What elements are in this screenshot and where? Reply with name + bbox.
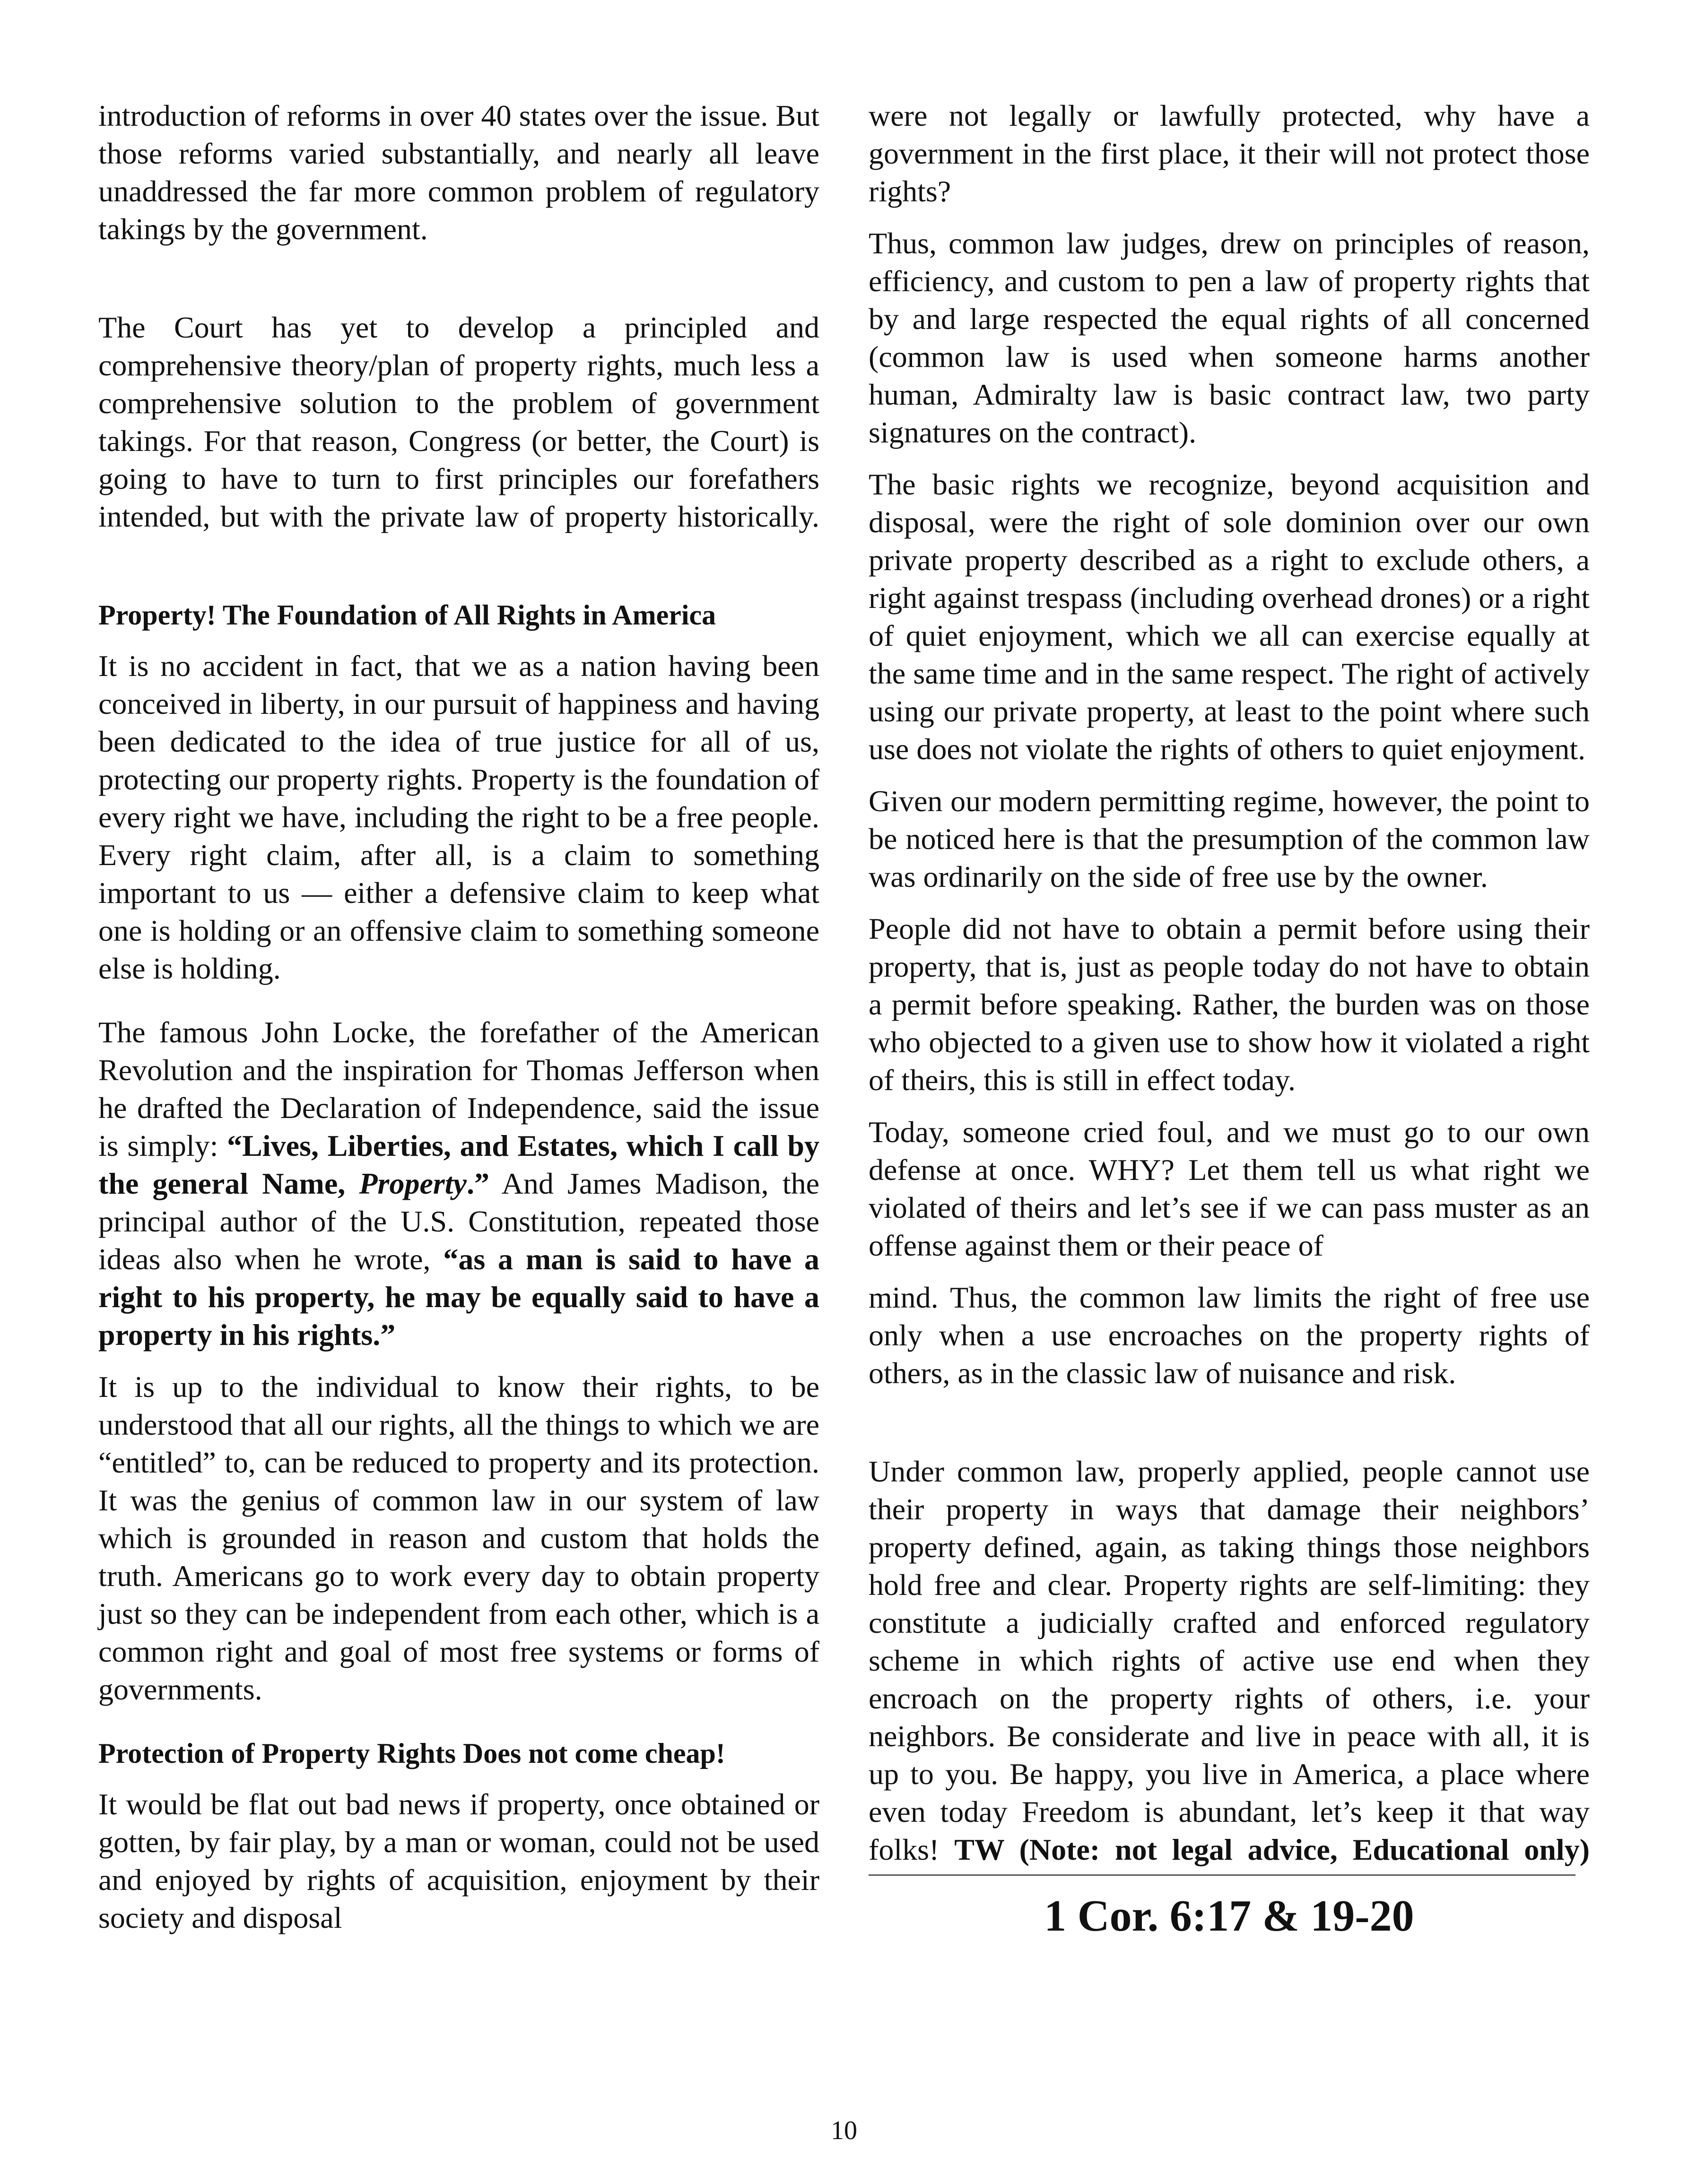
locke-quote-emphasis: Property (359, 1167, 467, 1200)
paragraph (98, 1014, 819, 1354)
section-heading: Protection of Property Rights Does not come cheap! (98, 1738, 725, 1769)
author-note: TW (Note: not legal advice, Educational only) (954, 1833, 1590, 1866)
paragraph: The basic rights we recognize, beyond acquisition and disposal, were the right of sole dominion over our own private property described as a right to exclude others, a right against trespass (including overhead drones) or a right of quiet enjoyment, which we all can exercise equally at the same time and in the same respect. The right of actively using our private property, at least to the point where such use does not violate the rights of others to quiet enjoyment. (869, 468, 1590, 766)
paragraph-text: Under common law, properly applied, people cannot use their property in ways that damage their neighbors’ property defined, again, as taking things those neighbors hold free and clear. Property rights are self-limiting: they constitute a judicially crafted and enforced regulatory scheme in which rights of active use end when they encroach on the property rights of others, i.e. your neighbors. Be considerate and live in peace with all, it is up to you. Be happy, you live in America, a place where even today Freedom is abundant, let’s keep it that way folks! (869, 1455, 1590, 1866)
paragraph: It would be flat out bad news if property, once obtained or gotten, by fair play, by a man or woman, could not be used and enjoyed by rights of acquisition, enjoyment by their society and disposal (98, 1787, 819, 1934)
paragraph: mind. Thus, the common law limits the right of free use only when a use encroaches on the property rights of others, as in the classic law of nuisance and risk. (869, 1281, 1590, 1390)
madison-quote: “as a man is said to have a right to his property, he may be equally said to have a property in his rights.” (98, 1242, 819, 1352)
locke-quote-end: .” (466, 1167, 489, 1200)
section-heading: Property! The Foundation of All Rights in America (98, 599, 716, 631)
right-column (869, 97, 1590, 1942)
locke-quote: “Lives, Liberties, and Estates, which I call by the general Name, (98, 1129, 820, 1200)
page-number: 10 (831, 2116, 857, 2145)
paragraph: People did not have to obtain a permit before using their property, that is, just as people today do not have to obtain a permit before speaking. Rather, the burden was on those who objected to a given use to show how it violated a right of theirs, this is still in effect today. (869, 912, 1590, 1097)
paragraph: Today, someone cried foul, and we must go to our own defense at once. WHY? Let them tell us what right we violated of theirs and let’s see if we can pass muster as an offense against them or their peace of (869, 1115, 1590, 1262)
paragraph: It is no accident in fact, that we as a nation having been conceived in liberty, in our pursuit of happiness and having been dedicated to the idea of true justice for all of us, protecting our property rights. Property is the foundation of every right we have, including the right to be a free people. Every right claim, after all, is a claim to something important to us — either a defensive claim to keep what one is holding or an offensive claim to something someone else is holding. (98, 649, 819, 985)
paragraph: The Court has yet to develop a principled and comprehensive theory/plan of property rights, much less a comprehensive solution to the problem of government takings. For that reason, Congress (or better, the Court) is going to have to turn to first principles our forefathers intended, but with the private law of property historically. (98, 311, 819, 533)
paragraph: Thus, common law judges, drew on principles of reason, efficiency, and custom to pen a law of property rights that by and large respected the equal rights of all concerned (common law is used when someone harms another human, Admiralty law is basic contract law, two party signatures on the contract). (869, 226, 1590, 449)
paragraph: introduction of reforms in over 40 states over the issue. But those reforms varied substantially, and nearly all leave unaddressed the far more common problem of regulatory takings by the government. (98, 99, 819, 246)
paragraph-text: And James Madison, the principal author of the U.S. Constitution, repeated those ideas also when he wrote, (98, 1167, 820, 1276)
paragraph: It is up to the individual to know their rights, to be understood that all our rights, all the things to which we are “entitled” to, can be reduced to property and its protection. It was the genius of common law in our system of law which is grounded in reason and custom that holds the truth. Americans go to work every day to obtain property just so they can be independent from each other, which is a common right and goal of most free systems or forms of governments. (98, 1370, 819, 1706)
paragraph: Given our modern permitting regime, however, the point to be noticed here is that the presumption of the common law was ordinarily on the side of free use by the owner. (869, 784, 1590, 893)
left-column (98, 97, 819, 1937)
paragraph: were not legally or lawfully protected, why have a government in the first place, it their will not protect those rights? (869, 99, 1590, 208)
scripture-reference: 1 Cor. 6:17 & 19-20 (1044, 1891, 1414, 1941)
paragraph (869, 1453, 1590, 1869)
divider (869, 1874, 1575, 1876)
paragraph-text: The famous John Locke, the forefather of the American Revolution and the inspiration for Thomas Jefferson when he drafted the Declaration of Independence, said the issue is simply: (98, 1015, 819, 1162)
